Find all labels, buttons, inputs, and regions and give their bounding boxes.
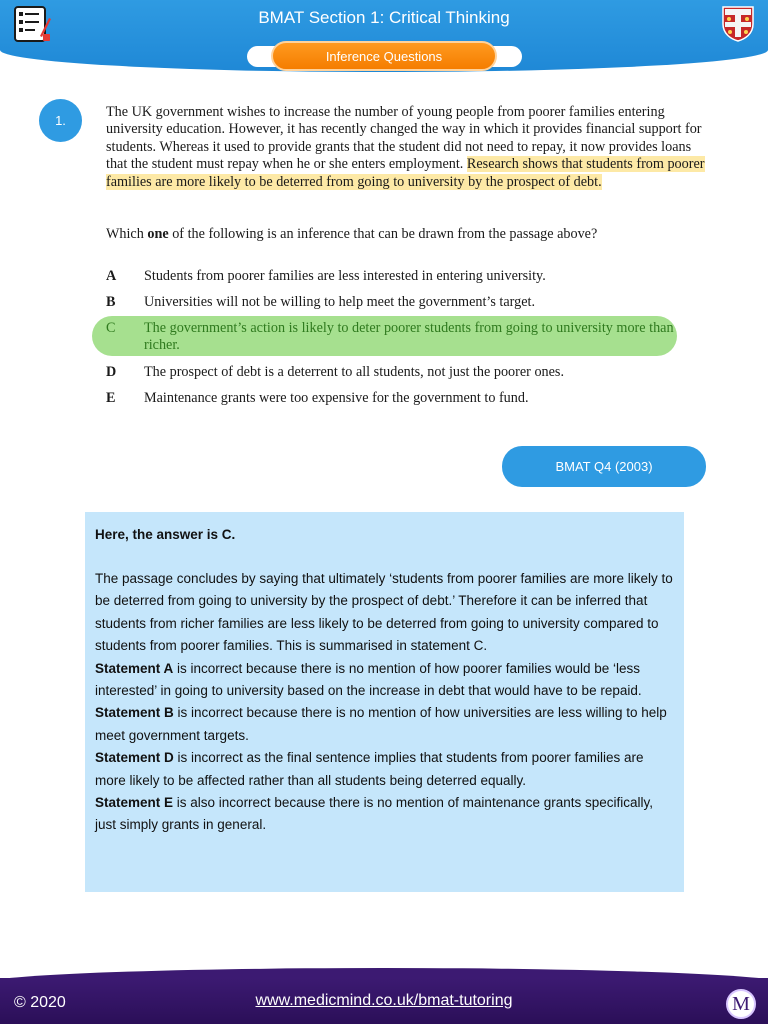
option-letter: C	[106, 320, 116, 336]
answer-summary: The passage concludes by saying that ultimately ‘students from poorer families are more likely to be deterred from going to university by the prospect of debt.’ Therefore it can be inferred that students from richer families are less likely to be deterred from going to university compared to students from poorer families. This is summarised in statement C.	[95, 571, 673, 654]
statement-a-explanation	[95, 658, 675, 703]
answer-heading: Here, the answer is C.	[95, 527, 236, 542]
option-letter: D	[106, 364, 117, 380]
option-text: Universities will not be willing to help meet the government’s target.	[144, 294, 536, 310]
answer-body	[95, 568, 675, 837]
medicmind-logo-icon: M	[726, 989, 756, 1019]
prompt-emphasis: one	[147, 226, 169, 242]
option-letter: E	[106, 390, 116, 406]
header-title: BMAT Section 1: Critical Thinking	[258, 8, 510, 27]
question-number-badge: 1.	[39, 99, 82, 142]
statement-d-explanation	[95, 747, 675, 792]
question-prompt	[106, 226, 706, 243]
statement-text: is also incorrect because there is no mention of maintenance grants specifically, just simply grants in general.	[95, 795, 654, 833]
prompt-text-start: Which	[106, 226, 148, 242]
passage-text: The UK government wishes to increase the number of young people from poorer families entering university education. However, it has recently changed the way in which it provides financial support for students. Whereas it used to provide grants that the student did not need to repay, it now provides loans that the student must repay when he or she enters employment.	[106, 104, 702, 173]
option-text: Maintenance grants were too expensive for the government to fund.	[144, 390, 529, 406]
statement-text: is incorrect as the final sentence implies that students from poorer families are more likely to be affected rather than all students being deterred equally.	[95, 750, 644, 788]
option-text: Students from poorer families are less interested in entering university.	[144, 268, 546, 284]
option-letter: B	[106, 294, 116, 310]
source-badge: BMAT Q4 (2003)	[502, 446, 706, 487]
subtitle-pill: Inference Questions	[271, 41, 497, 71]
option-text: The prospect of debt is a deterrent to all students, not just the poorer ones.	[144, 364, 564, 380]
statement-label: Statement B	[95, 705, 174, 721]
passage-highlight: Research shows that students from poorer families are more likely to be deterred from going to university by the prospect of debt.	[106, 156, 705, 190]
statement-text: is incorrect because there is no mention of how universities are less willing to help meet government targets.	[95, 705, 667, 743]
option-letter: A	[106, 268, 117, 284]
option-text: The government’s action is likely to deter poorer students from going to university more than richer.	[144, 320, 674, 354]
answer-explanation-box	[85, 512, 684, 892]
statement-text: is incorrect because there is no mention of how poorer families would be ‘less interested’ in going to university based on the increase in debt that would have to be repaid.	[95, 660, 642, 699]
statement-label: Statement A	[95, 660, 174, 676]
statement-label: Statement D	[95, 750, 174, 766]
copyright-text: © 2020	[14, 994, 66, 1011]
university-crest-icon	[722, 6, 754, 42]
statement-b-explanation	[95, 702, 675, 747]
tutoring-link[interactable]: www.medicmind.co.uk/bmat-tutoring	[255, 992, 513, 1009]
statement-label: Statement E	[95, 795, 174, 811]
prompt-text-end: of the following is an inference that can be drawn from the passage above?	[168, 226, 598, 242]
statement-e-explanation	[95, 792, 675, 837]
question-passage	[106, 104, 706, 191]
